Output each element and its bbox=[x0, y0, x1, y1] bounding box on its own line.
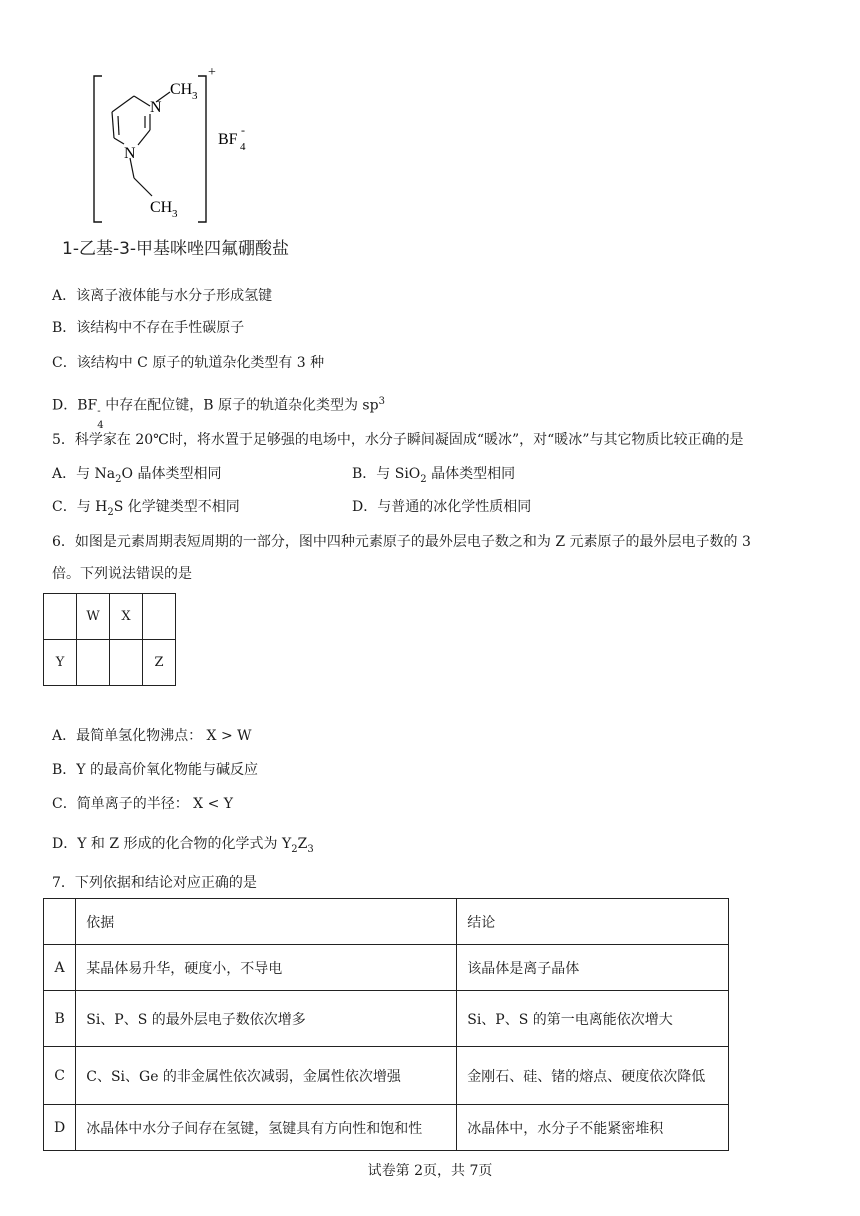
periodic-table-fragment bbox=[43, 593, 176, 686]
bf4-subscript: 4 bbox=[97, 419, 104, 431]
q6-stem-line-2: 倍。下列说法错误的是 bbox=[52, 566, 192, 582]
ionic-liquid-structure bbox=[90, 62, 350, 262]
q6-stem-line-1: 6．如图是元素周期表短周期的一部分，图中四种元素原子的最外层电子数之和为 Z 元素原子的最外层电子数的 3 bbox=[52, 534, 751, 550]
table-row bbox=[44, 1105, 729, 1151]
q4-option-a: A．该离子液体能与水分子形成氢键 bbox=[52, 288, 273, 304]
q7-row-conclusion: 该晶体是离子晶体 bbox=[457, 945, 729, 991]
grid-cell-z: Z bbox=[143, 640, 176, 686]
q4-option-d-prefix: D．BF bbox=[52, 397, 98, 414]
q5-option-d: D．与普通的冰化学性质相同 bbox=[352, 499, 532, 515]
grid-cell bbox=[77, 640, 110, 686]
q7-row-basis: Si、P、S 的最外层电子数依次增多 bbox=[76, 991, 457, 1047]
grid-cell bbox=[143, 594, 176, 640]
q7-header-basis: 依据 bbox=[76, 899, 457, 945]
q5-options-row-2 bbox=[52, 497, 812, 517]
table-row bbox=[44, 1047, 729, 1105]
table-row bbox=[44, 945, 729, 991]
q7-row-conclusion: Si、P、S 的第一电离能依次增大 bbox=[457, 991, 729, 1047]
table-row bbox=[44, 991, 729, 1047]
q5-option-c: C．与 $H_2S$ 化学键类型不相同 bbox=[52, 499, 240, 518]
q7-row-basis: C、Si、Ge 的非金属性依次减弱，金属性依次增强 bbox=[76, 1047, 457, 1105]
q7-row-basis: 某晶体易升华，硬度小，不导电 bbox=[76, 945, 457, 991]
nitrogen-top-label: N bbox=[150, 99, 162, 116]
anion-subscript: 4 bbox=[240, 141, 246, 153]
q4-option-c: C．该结构中 C 原子的轨道杂化类型有 3 种 bbox=[52, 355, 325, 371]
q7-row-basis: 冰晶体中水分子间存在氢键，氢键具有方向性和饱和性 bbox=[76, 1105, 457, 1151]
q7-table-header bbox=[44, 899, 729, 945]
anion-charge: - bbox=[241, 123, 245, 137]
methyl-subscript: 3 bbox=[192, 90, 198, 102]
sp3-superscript: 3 bbox=[378, 396, 385, 407]
structure-caption: 1-乙基-3-甲基咪唑四氟硼酸盐 bbox=[62, 239, 290, 259]
bf4-charge: - bbox=[97, 405, 101, 417]
q5-stem: 5．科学家在 20℃时，将水置于足够强的电场中，水分子瞬间凝固成“暖冰”，对“暖冰”与其它物质比较正确的是 bbox=[52, 432, 744, 448]
nitrogen-bottom-label: N bbox=[124, 145, 136, 162]
anion-label: BF bbox=[218, 131, 238, 148]
q7-table bbox=[43, 898, 729, 1151]
q6-option-a: A．最简单氢化物沸点： X > W bbox=[52, 728, 252, 744]
q7-header-cell bbox=[44, 899, 76, 945]
q4-option-d bbox=[52, 392, 385, 431]
ethyl-label: CH bbox=[150, 199, 173, 216]
grid-cell-x: X bbox=[110, 594, 143, 640]
cation-charge: + bbox=[208, 65, 216, 80]
grid-cell bbox=[44, 594, 77, 640]
q4-option-b: B．该结构中不存在手性碳原子 bbox=[52, 320, 245, 336]
q6-option-c: C．简单离子的半径： X < Y bbox=[52, 796, 234, 812]
imidazolium-structure-diagram bbox=[90, 62, 350, 232]
q4-option-d-text: 中存在配位键，B 原子的轨道杂化类型为 sp bbox=[105, 397, 379, 414]
methyl-label: CH bbox=[170, 81, 193, 98]
page-footer: 试卷第 2页，共 7页 bbox=[367, 1163, 493, 1179]
q6-option-b: B．Y 的最高价氧化物能与碱反应 bbox=[52, 762, 258, 778]
grid-cell bbox=[110, 640, 143, 686]
q7-stem: 7．下列依据和结论对应正确的是 bbox=[52, 875, 257, 891]
q7-row-label: D bbox=[44, 1105, 76, 1151]
q6-option-d: D．Y 和 Z 形成的化合物的化学式为 $Y_2Z_3$ bbox=[52, 836, 314, 855]
q5-options-row-1 bbox=[52, 464, 812, 484]
q7-header-conclusion: 结论 bbox=[457, 899, 729, 945]
grid-cell-y: Y bbox=[44, 640, 77, 686]
q7-row-label: C bbox=[44, 1047, 76, 1105]
grid-cell-w: W bbox=[77, 594, 110, 640]
q7-row-label: A bbox=[44, 945, 76, 991]
q7-row-conclusion: 冰晶体中，水分子不能紧密堆积 bbox=[457, 1105, 729, 1151]
q5-option-a: A．与 $Na_2O$ 晶体类型相同 bbox=[52, 466, 222, 485]
q7-row-label: B bbox=[44, 991, 76, 1047]
q7-row-conclusion: 金刚石、硅、锗的熔点、硬度依次降低 bbox=[457, 1047, 729, 1105]
ethyl-subscript: 3 bbox=[172, 208, 178, 220]
q5-option-b: B．与 SiO$_2$ 晶体类型相同 bbox=[352, 466, 516, 485]
